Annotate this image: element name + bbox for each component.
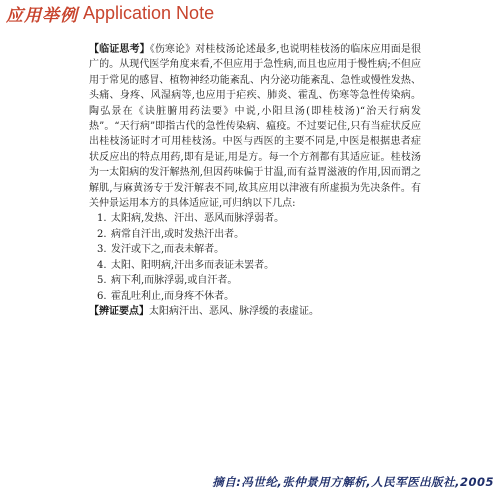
page-header — [6, 0, 494, 26]
indication-list — [89, 211, 421, 303]
header-title-cn: 应用举例 — [6, 5, 78, 26]
paragraph-diagnosis-points — [89, 304, 421, 319]
source-citation: 摘自:冯世纶,张仲景用方解析,人民军医出版社,2005 — [212, 475, 494, 489]
section-tag-clinical-thinking: 【临证思考】 — [89, 44, 150, 55]
list-item: 1. 太阳病,发热、汗出、恶风而脉浮弱者。 — [97, 213, 285, 225]
paragraph-text: 《伤寒论》对桂枝汤论述最多,也说明桂枝汤的临床应用面是很广的。从现代医学角度来看,不但应用于急性病,而且也应用于慢性病;不但应用于常见的感冒、植物神经功能紊乱、内分泌功能紊乱、急性或慢性发热、头痛、身疼、风湿病等,也应用于疟疾、肺炎、霍乱、伤寒等急性传染病。陶弘景在《诀脏腑用药法要》中说,小阳旦汤(即桂枝汤)“治天行病发热”。“天行病”即指古代的急性传染病、瘟疫。不过要记住,只有当症状反应出桂枝汤证时才可用桂枝汤。中医与西医的主要不同是,中医是根据患者症状反应出的特点用药,即有是证,用是方。每一个方剂都有其适应证。桂枝汤为一太阳病的发汗解热剂,但因药味偏于甘温,而有益胃滋液的作用,因而谓之解肌,与麻黄汤专于发汗解表不同,故其应用以津液有所虚损为先决条件。有关仲景运用本方的具体适应证,可归纳以下几点: — [89, 44, 422, 210]
list-item: 2. 病常自汗出,或时发热汗出者。 — [97, 228, 245, 240]
article-body — [89, 42, 421, 319]
header-title-en: Application Note — [83, 2, 215, 23]
paragraph-text: 太阳病汗出、恶风、脉浮缓的表虚证。 — [149, 305, 319, 317]
list-item: 4. 太阳、阳明病,汗出多而表证未罢者。 — [97, 259, 275, 271]
paragraph-clinical-thinking — [89, 42, 421, 211]
list-item: 3. 发汗或下之,而表未解者。 — [97, 244, 225, 256]
section-tag-diagnosis-points: 【辨证要点】 — [89, 305, 149, 317]
list-item: 6. 霍乱吐利止,而身疼不休者。 — [97, 290, 235, 302]
list-item: 5. 病下利,而脉浮弱,或自汗者。 — [97, 275, 238, 287]
